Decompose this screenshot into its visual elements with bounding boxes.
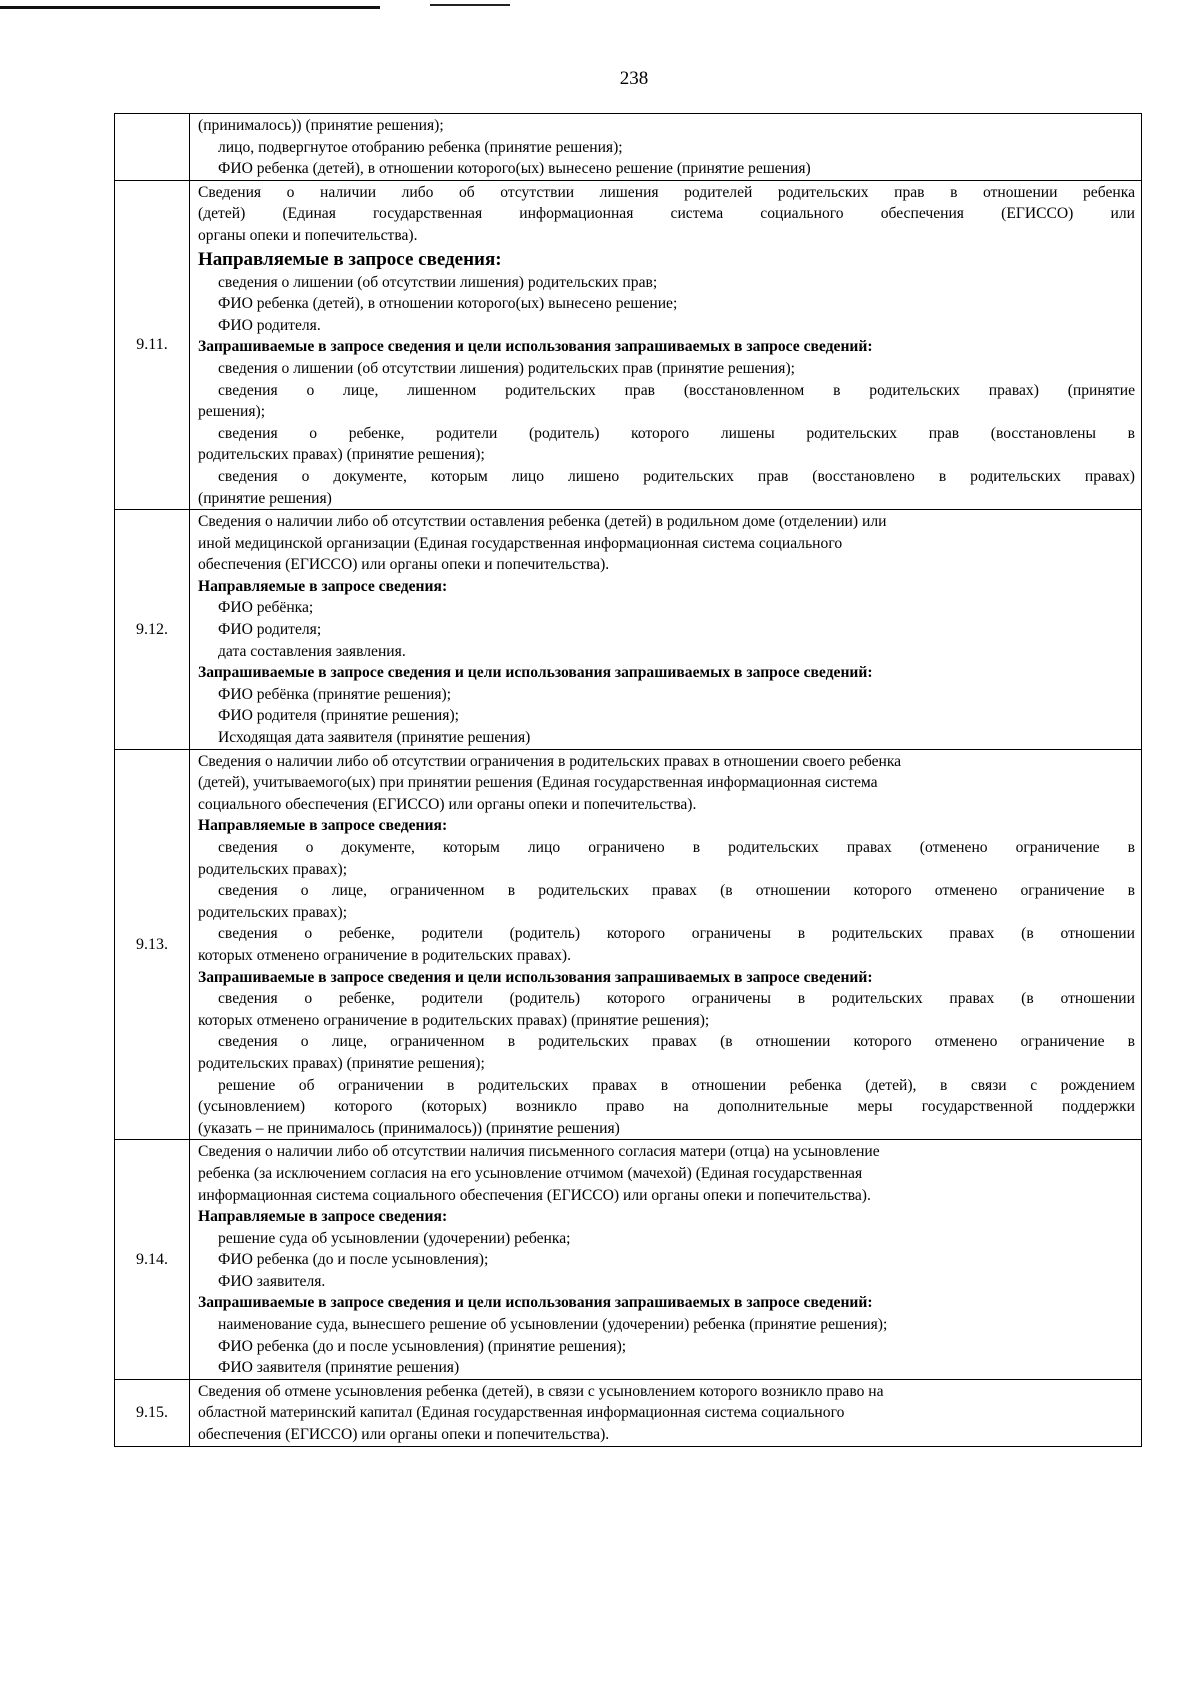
row-content (190, 180, 1142, 509)
document-table (114, 113, 1142, 1447)
row-number: 9.13. (115, 749, 190, 1140)
row-content (190, 114, 1142, 181)
intro-line: обеспечения (ЕГИССО) или органы опеки и попечительства). (198, 556, 610, 574)
requested-item: Исходящая дата заявителя (принятие решения) (218, 729, 531, 747)
intro-line: областной материнский капитал (Единая государственная информационная система социального (198, 1404, 845, 1422)
table-row-continuation (115, 114, 1142, 181)
requested-item: (усыновлением) которого (которых) возникло право на дополнительные меры государственной поддержки (198, 1098, 1135, 1116)
table-row-9-11 (115, 180, 1142, 509)
scan-edge-line (0, 6, 380, 9)
page-number: 238 (619, 68, 649, 89)
sent-item: ФИО ребенка (детей), в отношении которого(ых) вынесено решение; (218, 295, 678, 313)
intro-line: обеспечения (ЕГИССО) или органы опеки и попечительства). (198, 1426, 610, 1444)
intro-line: (детей) (Единая государственная информационная система социального обеспечения (ЕГИССО) или (198, 205, 1135, 223)
sent-item: сведения о ребенке, родители (родитель) которого ограничены в родительских правах (в отношении (218, 925, 1135, 943)
row-content (190, 510, 1142, 750)
intro-line: социального обеспечения (ЕГИССО) или органы опеки и попечительства). (198, 795, 697, 813)
requested-item: ФИО ребёнка (принятие решения); (218, 685, 452, 703)
sent-item: родительских правах); (198, 903, 348, 921)
intro-line: информационная система социального обеспечения (ЕГИССО) или органы опеки и попечительства). (198, 1186, 871, 1204)
row-number: 9.12. (115, 510, 190, 750)
text-line: (принималось)) (принятие решения); (198, 117, 444, 134)
requested-item: решение об ограничении в родительских правах в отношении ребенка (детей), в связи с рождением (218, 1076, 1135, 1094)
row-number (115, 114, 190, 181)
sent-item: ФИО родителя. (218, 316, 321, 334)
requested-item: (указать – не принималось (принималось)) (принятие решения) (198, 1119, 620, 1137)
sent-heading: Направляемые в запросе сведения: (198, 1208, 448, 1226)
requested-item: родительских правах) (принятие решения); (198, 446, 485, 464)
requested-item: сведения о ребенке, родители (родитель) которого ограничены в родительских правах (в отношении (218, 990, 1135, 1008)
sent-item: сведения о лице, ограниченном в родительских правах (в отношении которого отменено ограничение в (218, 882, 1135, 900)
text-line: лицо, подвергнутое отобранию ребенка (принятие решения); (218, 138, 623, 156)
row-number: 9.15. (115, 1379, 190, 1446)
requested-item: решения); (198, 403, 266, 421)
row-content (190, 1379, 1142, 1446)
intro-line: Сведения об отмене усыновления ребенка (детей), в связи с усыновлением которого возникло право на (198, 1382, 884, 1400)
requested-item: наименование суда, вынесшего решение об усыновлении (удочерении) ребенка (принятие решения); (218, 1316, 888, 1334)
row-content (190, 749, 1142, 1140)
sent-item: решение суда об усыновлении (удочерении) ребенка; (218, 1229, 571, 1247)
requested-item: ФИО ребенка (до и после усыновления) (принятие решения); (218, 1337, 627, 1355)
requested-item: сведения о лице, ограниченном в родительских правах (в отношении которого отменено ограничение в (218, 1033, 1135, 1051)
intro-line: органы опеки и попечительства). (198, 226, 418, 244)
sent-item: сведения о лишении (об отсутствии лишения) родительских прав; (218, 273, 658, 291)
sent-item: ФИО ребёнка; (218, 599, 314, 617)
sent-item: сведения о документе, которым лицо ограничено в родительских правах (отменено ограничение в (218, 839, 1135, 856)
row-content (190, 1140, 1142, 1380)
intro-line: Сведения о наличии либо об отсутствии наличия письменного согласия матери (отца) на усыновление (198, 1143, 880, 1161)
requested-heading: Запрашиваемые в запросе сведения и цели использования запрашиваемых в запросе сведений: (198, 968, 873, 986)
requested-item: (принятие решения) (198, 489, 332, 507)
sent-item: ФИО заявителя. (218, 1272, 326, 1290)
text-line: ФИО ребенка (детей), в отношении которого(ых) вынесено решение (принятие решения) (218, 160, 811, 178)
requested-item: сведения о лишении (об отсутствии лишения) родительских прав (принятие решения); (218, 359, 795, 377)
intro-line: иной медицинской организации (Единая государственная информационная система социального (198, 534, 843, 552)
table-row-9-13 (115, 749, 1142, 1140)
requested-item: ФИО родителя (принятие решения); (218, 707, 459, 725)
requested-heading: Запрашиваемые в запросе сведения и цели использования запрашиваемых в запросе сведений: (198, 1294, 873, 1312)
scan-edge-line-short (430, 4, 510, 6)
sent-heading: Направляемые в запросе сведения: (198, 248, 502, 270)
intro-line: Сведения о наличии либо об отсутствии ограничения в родительских правах в отношении своего ребенка (198, 752, 902, 770)
row-number: 9.14. (115, 1140, 190, 1380)
requested-item: сведения о документе, которым лицо лишено родительских прав (восстановлено в родительских правах) (218, 467, 1135, 485)
requested-item: сведения о лице, лишенном родительских прав (восстановленном в родительских правах) (принятие (218, 381, 1135, 399)
table-row-9-15 (115, 1379, 1142, 1446)
intro-line: Сведения о наличии либо об отсутствии лишения родителей родительских прав в отношении ребенка (198, 183, 1135, 201)
requested-item: сведения о ребенке, родители (родитель) которого лишены родительских прав (восстановлены в (218, 424, 1135, 442)
sent-item: дата составления заявления. (218, 642, 406, 660)
intro-line: ребенка (за исключением согласия на его усыновление отчимом (мачехой) (Единая государственная (198, 1164, 863, 1182)
requested-item: ФИО заявителя (принятие решения) (218, 1359, 460, 1377)
sent-item: родительских правах); (198, 860, 348, 878)
sent-heading: Направляемые в запросе сведения: (198, 817, 448, 835)
requested-item: которых отменено ограничение в родительских правах) (принятие решения); (198, 1011, 710, 1029)
requested-heading: Запрашиваемые в запросе сведения и цели использования запрашиваемых в запросе сведений: (198, 664, 873, 682)
sent-item: которых отменено ограничение в родительских правах). (198, 946, 572, 964)
sent-heading: Направляемые в запросе сведения: (198, 577, 448, 595)
sent-item: ФИО ребенка (до и после усыновления); (218, 1251, 489, 1269)
row-number: 9.11. (115, 180, 190, 509)
requested-heading: Запрашиваемые в запросе сведения и цели использования запрашиваемых в запросе сведений: (198, 338, 873, 356)
intro-line: Сведения о наличии либо об отсутствии оставления ребенка (детей) в родильном доме (отделении) или (198, 513, 887, 531)
sent-item: ФИО родителя; (218, 621, 322, 639)
intro-line: (детей), учитываемого(ых) при принятии решения (Единая государственная информационная система (198, 774, 878, 792)
table-row-9-12 (115, 510, 1142, 750)
requested-item: родительских правах) (принятие решения); (198, 1054, 485, 1072)
table-row-9-14 (115, 1140, 1142, 1380)
